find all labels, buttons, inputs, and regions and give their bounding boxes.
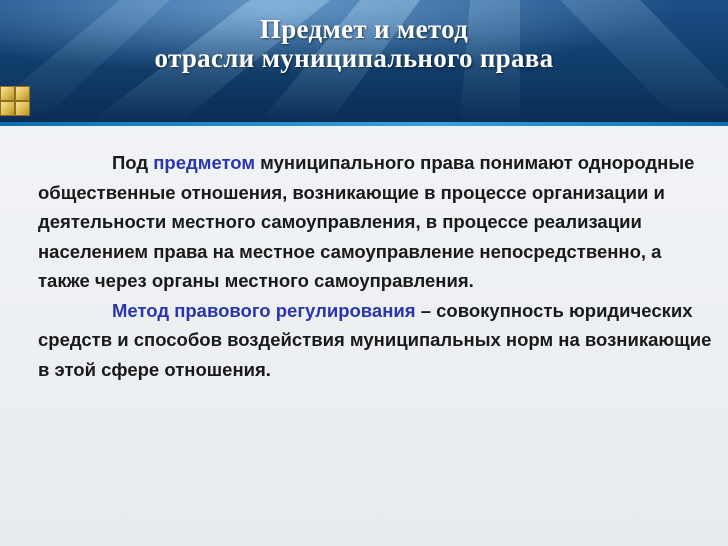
gold-square-icon — [15, 101, 30, 116]
header-banner — [0, 0, 728, 122]
term-method: Метод правового регулирования — [112, 299, 416, 321]
slide-title-line-1: Предмет и метод — [259, 14, 469, 44]
slide-title-line-2: отрасли муниципального права — [154, 43, 554, 73]
term-subject: предметом — [153, 152, 256, 173]
paragraph-subject-lead: Под — [112, 152, 154, 173]
decorative-gold-squares — [0, 86, 40, 122]
gold-square-icon — [0, 86, 15, 101]
paragraph-method-text: – совокупность юридических средств и способов воздействия муниципальных норм на возникающие в этой сфере отношения. — [38, 299, 712, 380]
gold-square-icon — [15, 86, 30, 101]
paragraph-subject-text: муниципального права понимают однородные общественные отношения, возникающие в процессе организации и деятельности местного самоуправления, в процессе реализации населением права на местное самоуправление непосредственно, а также через органы местного самоуправления. — [38, 152, 695, 291]
paragraph-method — [38, 296, 718, 385]
paragraph-subject — [38, 148, 718, 296]
header-accent-stripe — [0, 122, 728, 126]
gold-square-icon — [0, 101, 15, 116]
slide-body — [38, 148, 718, 384]
